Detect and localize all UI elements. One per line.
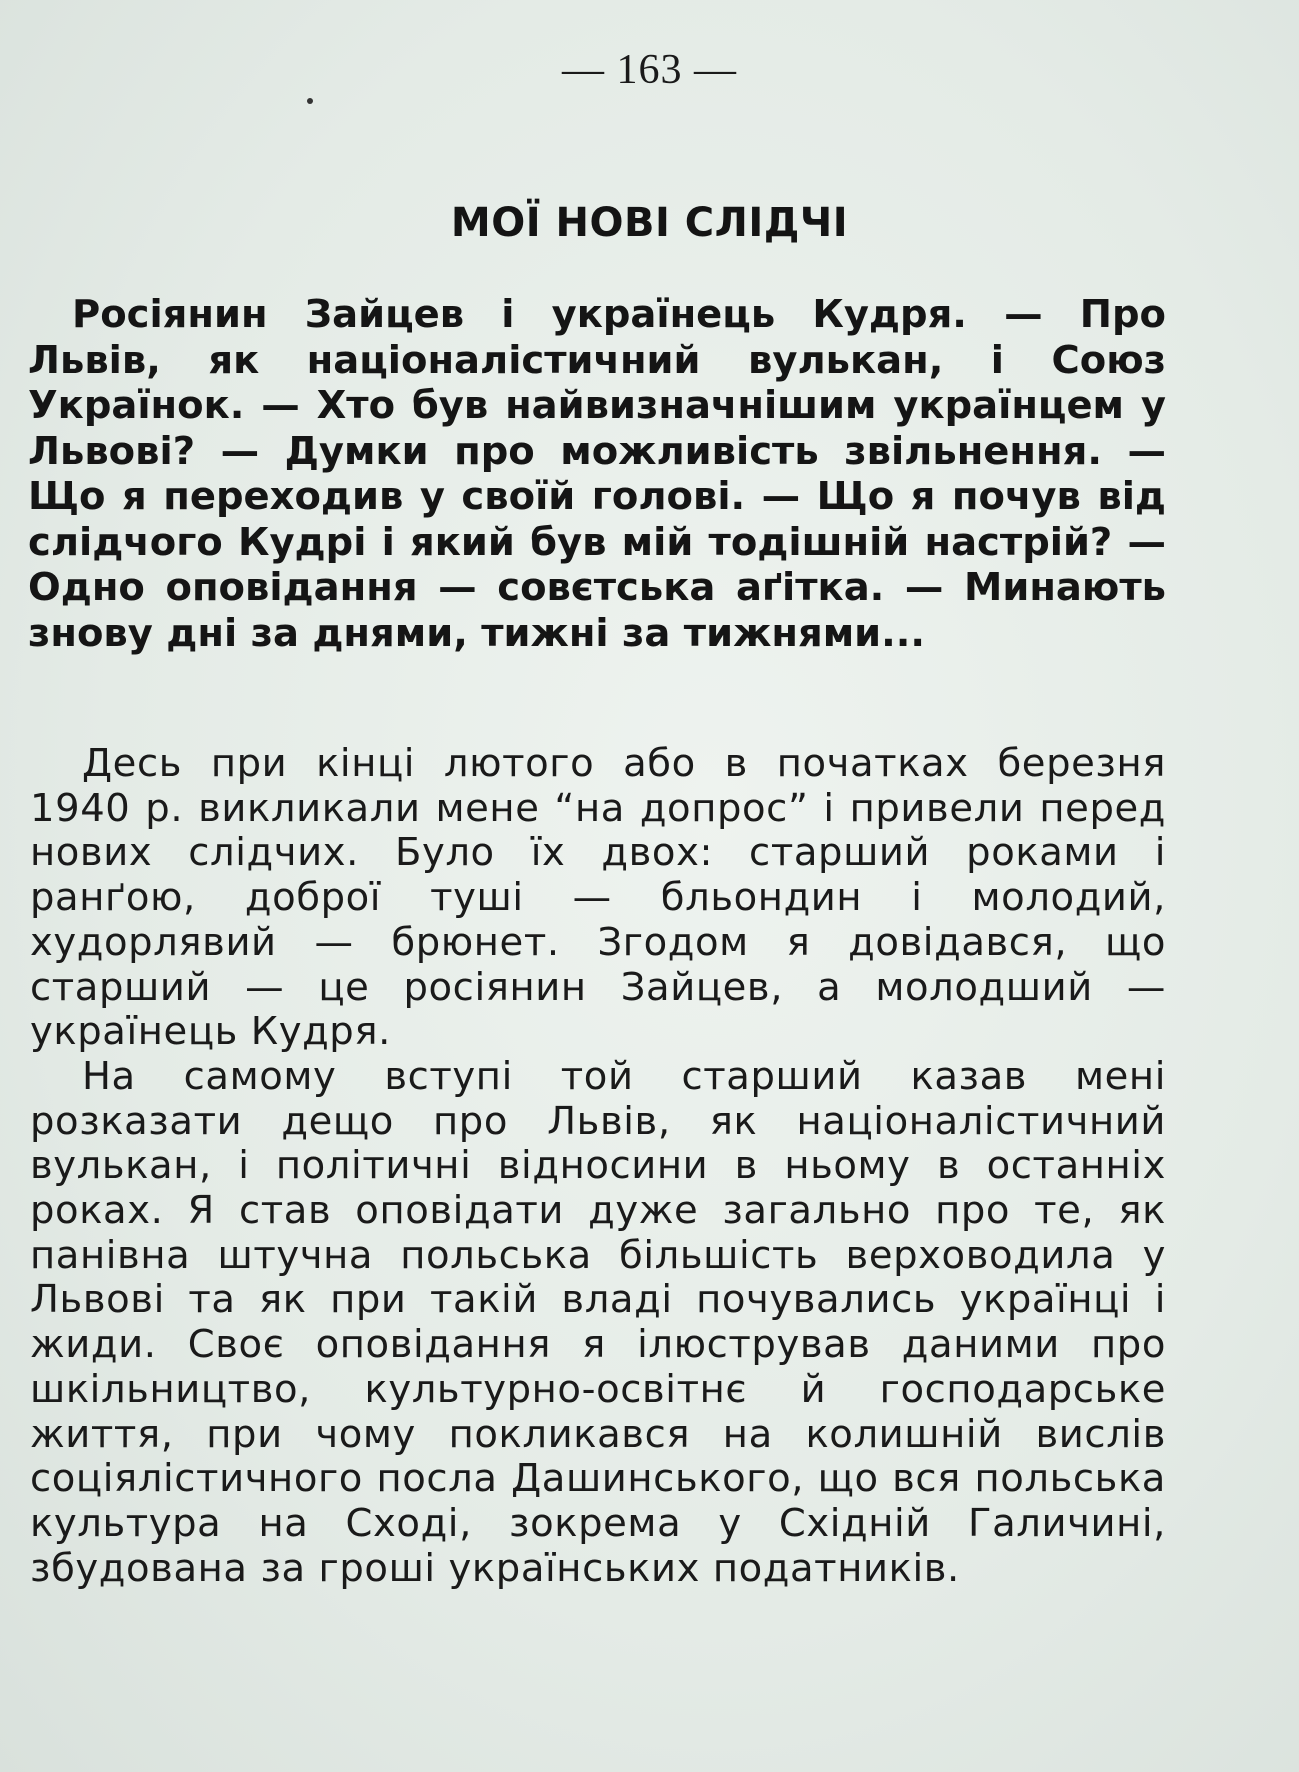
chapter-title: МОЇ НОВІ СЛІДЧІ [450, 200, 849, 246]
chapter-summary: Росіянин Зайцев і українець Кудря. — Про Львів, як націоналістичний вулькан, і Союз Українок. — Хто був найвизначнішим українцем у Львові? — Думки про можливість звільнення. — Що я переходив у своїй голові. — Що я почув від слідчого Кудрі і який був мій тодішній настрій? — Одно оповідання — совєтська аґітка. — Минають знову дні за днями, тижні за тижнями... [28, 292, 1166, 656]
print-speck [307, 98, 313, 104]
chapter-body [30, 742, 1166, 1591]
page-number: — 163 — [562, 47, 737, 93]
body-paragraph-1: Десь при кінці лютого або в початках березня 1940 р. викликали мене “на допрос” і привели перед нових слідчих. Було їх двох: старший роками і ранґою, доброї туші — бльондин і молодий, худорлявий — брюнет. Згодом я довідався, що старший — це росіянин Зайцев, а молодший — українець Кудря. [30, 741, 1166, 1055]
body-paragraph-2: На самому вступі той старший казав мені розказати дещо про Львів, як націоналістичний вулькан, і політичні відносини в ньому в останніх роках. Я став оповідати дуже загально про те, як панівна штучна польська більшість верховодила у Львові та як при такій владі почувались українці і жиди. Своє оповідання я ілюстрував даними про шкільництво, культурно-освітнє й господарське життя, при чому покликався на колишній вислів соціялістичного посла Дашинського, що вся польська культура на Сході, зокрема у Східній Галичині, збудована за гроші українських податників. [30, 1053, 1166, 1591]
